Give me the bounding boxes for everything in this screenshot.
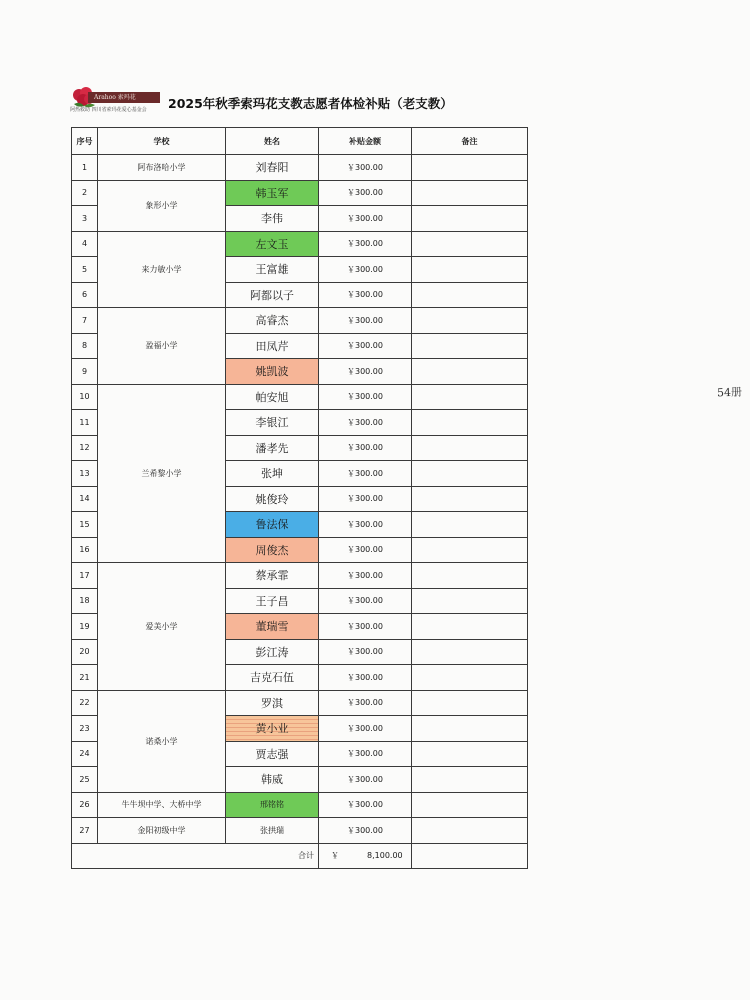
name-cell <box>226 818 319 844</box>
school-cell: 来力敏小学 <box>98 231 226 308</box>
name-cell <box>226 231 319 257</box>
name-cell <box>226 410 319 436</box>
school-cell: 牛牛坝中学、大桥中学 <box>98 792 226 818</box>
school-cell: 盈福小学 <box>98 308 226 385</box>
volunteer-name: 韩玉军 <box>226 181 318 206</box>
name-cell <box>226 537 319 563</box>
amount-cell: ￥300.00 <box>319 614 412 640</box>
row-number: 21 <box>72 665 98 691</box>
volunteer-name: 李银江 <box>255 416 289 430</box>
row-number: 27 <box>72 818 98 844</box>
amount-cell: ￥300.00 <box>319 257 412 283</box>
name-cell <box>226 257 319 283</box>
logo <box>70 86 160 116</box>
row-number: 12 <box>72 435 98 461</box>
volunteer-name: 贾志强 <box>255 747 289 761</box>
volunteer-name: 邢铭铭 <box>226 793 318 818</box>
school-cell: 金阳初级中学 <box>98 818 226 844</box>
row-number: 8 <box>72 333 98 359</box>
amount-cell: ￥300.00 <box>319 741 412 767</box>
table-row <box>72 384 528 410</box>
note-cell <box>412 486 528 512</box>
note-cell <box>412 690 528 716</box>
volunteer-name: 姚俊玲 <box>255 492 289 506</box>
row-number: 9 <box>72 359 98 385</box>
note-cell <box>412 639 528 665</box>
volunteer-name: 左文玉 <box>226 232 318 257</box>
note-cell <box>412 818 528 844</box>
amount-cell: ￥300.00 <box>319 410 412 436</box>
table-row <box>72 563 528 589</box>
amount-cell: ￥300.00 <box>319 537 412 563</box>
column-header-name: 姓名 <box>226 128 319 155</box>
volunteer-name: 彭江涛 <box>255 645 289 659</box>
row-number: 6 <box>72 282 98 308</box>
row-number: 13 <box>72 461 98 487</box>
note-cell <box>412 461 528 487</box>
row-number: 26 <box>72 792 98 818</box>
note-cell <box>412 410 528 436</box>
table-row <box>72 155 528 181</box>
name-cell <box>226 639 319 665</box>
note-cell <box>412 716 528 742</box>
amount-cell: ￥300.00 <box>319 639 412 665</box>
row-number: 14 <box>72 486 98 512</box>
total-row <box>72 843 528 869</box>
volunteer-name: 罗淇 <box>261 696 283 710</box>
name-cell <box>226 282 319 308</box>
page-title: 2025年秋季索玛花支教志愿者体检补贴（老支教） <box>168 96 453 111</box>
name-cell <box>226 690 319 716</box>
name-cell <box>226 767 319 793</box>
name-cell <box>226 486 319 512</box>
total-currency: ￥ <box>331 851 339 861</box>
name-cell <box>226 435 319 461</box>
name-cell <box>226 206 319 232</box>
row-number: 4 <box>72 231 98 257</box>
amount-cell: ￥300.00 <box>319 818 412 844</box>
volunteer-name: 韩威 <box>261 773 283 787</box>
volunteer-name: 王富雄 <box>255 263 289 277</box>
amount-cell: ￥300.00 <box>319 716 412 742</box>
row-number: 25 <box>72 767 98 793</box>
note-cell <box>412 563 528 589</box>
volunteer-name: 蔡承霏 <box>255 569 289 583</box>
total-value: 8,100.00 <box>367 851 403 861</box>
row-number: 19 <box>72 614 98 640</box>
note-cell <box>412 767 528 793</box>
volunteer-name: 张坤 <box>261 467 283 481</box>
amount-cell: ￥300.00 <box>319 231 412 257</box>
row-number: 5 <box>72 257 98 283</box>
table-body <box>72 155 528 844</box>
note-cell <box>412 537 528 563</box>
note-cell <box>412 792 528 818</box>
logo-band: Arahoo 索玛花 <box>88 92 160 103</box>
amount-cell: ￥300.00 <box>319 308 412 334</box>
name-cell <box>226 512 319 538</box>
amount-cell: ￥300.00 <box>319 690 412 716</box>
column-header-no: 序号 <box>72 128 98 155</box>
name-cell <box>226 792 319 818</box>
row-number: 11 <box>72 410 98 436</box>
name-cell <box>226 155 319 181</box>
volunteer-name: 周俊杰 <box>226 538 318 563</box>
amount-cell: ￥300.00 <box>319 792 412 818</box>
school-cell: 象形小学 <box>98 180 226 231</box>
volunteer-name: 吉克石伍 <box>250 671 294 685</box>
amount-cell: ￥300.00 <box>319 155 412 181</box>
note-cell <box>412 435 528 461</box>
volunteer-name: 潘孝先 <box>255 441 289 455</box>
note-cell <box>412 741 528 767</box>
amount-cell: ￥300.00 <box>319 563 412 589</box>
document-header <box>70 84 500 126</box>
name-cell <box>226 614 319 640</box>
amount-cell: ￥300.00 <box>319 486 412 512</box>
amount-cell: ￥300.00 <box>319 282 412 308</box>
amount-cell: ￥300.00 <box>319 359 412 385</box>
row-number: 20 <box>72 639 98 665</box>
row-number: 24 <box>72 741 98 767</box>
column-header-note: 备注 <box>412 128 528 155</box>
row-number: 7 <box>72 308 98 334</box>
note-cell <box>412 282 528 308</box>
table-row <box>72 818 528 844</box>
row-number: 1 <box>72 155 98 181</box>
amount-cell: ￥300.00 <box>319 461 412 487</box>
volunteer-name: 帕安旭 <box>255 390 289 404</box>
amount-cell: ￥300.00 <box>319 588 412 614</box>
table-row <box>72 690 528 716</box>
row-number: 18 <box>72 588 98 614</box>
row-number: 3 <box>72 206 98 232</box>
total-note <box>412 843 528 869</box>
name-cell <box>226 461 319 487</box>
row-number: 10 <box>72 384 98 410</box>
note-cell <box>412 257 528 283</box>
handwritten-margin-note: 54册 <box>716 385 743 400</box>
amount-cell: ￥300.00 <box>319 180 412 206</box>
amount-cell: ￥300.00 <box>319 767 412 793</box>
row-number: 17 <box>72 563 98 589</box>
column-header-school: 学校 <box>98 128 226 155</box>
name-cell <box>226 665 319 691</box>
row-number: 23 <box>72 716 98 742</box>
note-cell <box>412 359 528 385</box>
amount-cell: ￥300.00 <box>319 384 412 410</box>
note-cell <box>412 588 528 614</box>
volunteer-name: 高睿杰 <box>255 314 289 328</box>
note-cell <box>412 206 528 232</box>
name-cell <box>226 180 319 206</box>
subsidy-table <box>71 127 528 869</box>
amount-cell: ￥300.00 <box>319 512 412 538</box>
note-cell <box>412 614 528 640</box>
name-cell <box>226 333 319 359</box>
row-number: 16 <box>72 537 98 563</box>
name-cell <box>226 588 319 614</box>
note-cell <box>412 333 528 359</box>
note-cell <box>412 512 528 538</box>
name-cell <box>226 716 319 742</box>
table-row <box>72 308 528 334</box>
volunteer-name: 张拱瑞 <box>260 825 284 835</box>
table-row <box>72 231 528 257</box>
amount-cell: ￥300.00 <box>319 333 412 359</box>
volunteer-name: 刘春阳 <box>255 161 289 175</box>
name-cell <box>226 308 319 334</box>
logo-subtext: 阿热救助 四川省索玛花爱心基金会 <box>70 107 147 113</box>
volunteer-name: 王子昌 <box>255 594 289 608</box>
volunteer-name: 田凤芹 <box>255 339 289 353</box>
school-cell: 阿布洛哈小学 <box>98 155 226 181</box>
volunteer-name: 黄小业 <box>226 716 318 741</box>
table-row <box>72 180 528 206</box>
name-cell <box>226 563 319 589</box>
row-number: 2 <box>72 180 98 206</box>
volunteer-name: 姚凯波 <box>226 359 318 384</box>
name-cell <box>226 741 319 767</box>
volunteer-name: 李伟 <box>261 212 283 226</box>
note-cell <box>412 155 528 181</box>
table-header-row <box>72 128 528 155</box>
row-number: 22 <box>72 690 98 716</box>
note-cell <box>412 180 528 206</box>
column-header-amount: 补贴金额 <box>319 128 412 155</box>
total-amount <box>319 843 412 869</box>
row-number: 15 <box>72 512 98 538</box>
table-row <box>72 792 528 818</box>
name-cell <box>226 359 319 385</box>
total-label: 合计 <box>72 843 319 869</box>
note-cell <box>412 384 528 410</box>
school-cell: 爱美小学 <box>98 563 226 691</box>
amount-cell: ￥300.00 <box>319 665 412 691</box>
note-cell <box>412 231 528 257</box>
volunteer-name: 阿都以子 <box>250 288 294 302</box>
school-cell: 兰希黎小学 <box>98 384 226 563</box>
name-cell <box>226 384 319 410</box>
volunteer-name: 鲁法保 <box>226 512 318 537</box>
note-cell <box>412 308 528 334</box>
amount-cell: ￥300.00 <box>319 206 412 232</box>
note-cell <box>412 665 528 691</box>
volunteer-name: 董瑞雪 <box>226 614 318 639</box>
school-cell: 诺桑小学 <box>98 690 226 792</box>
amount-cell: ￥300.00 <box>319 435 412 461</box>
